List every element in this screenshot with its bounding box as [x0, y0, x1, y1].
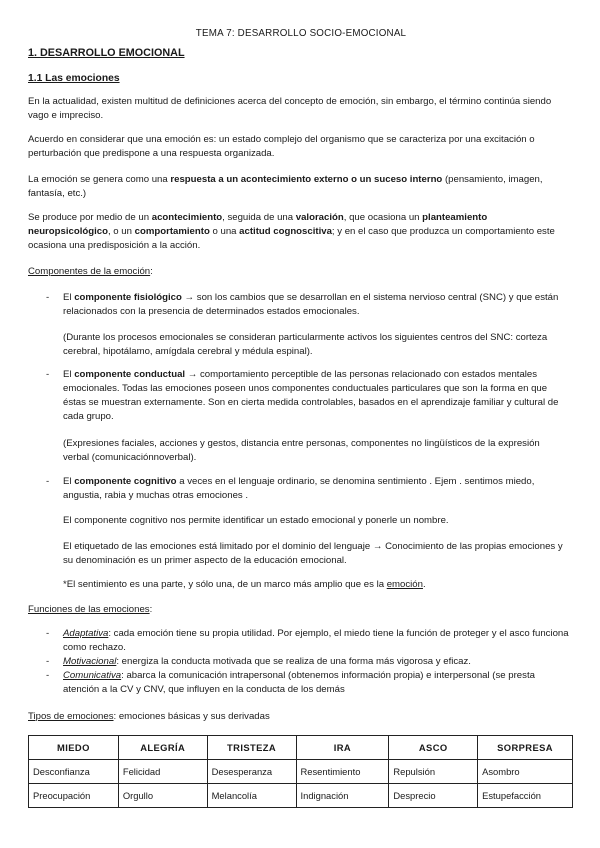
table-cell: Desprecio — [389, 784, 478, 808]
table-row — [29, 784, 573, 808]
paragraph-emotion-definition: Acuerdo en considerar que una emoción es: un estado complejo del organismo que se caracteriza por una excitación o perturbación que predispone a una respuesta organizada. — [28, 134, 535, 159]
list-item: - Adaptativa: cada emoción tiene su propia utilidad. Por ejemplo, el miedo tiene la función de proteger y el asco funciona como rechazo. — [46, 628, 569, 653]
list-item: - Comunicativa: abarca la comunicación intrapersonal (obtenemos información propia) e interpersonal (se presta atención a la CV y CNV, que influyen en la conducta de los demás — [46, 669, 535, 695]
paragraph-definitions: En la actualidad, existen multitud de definiciones acerca del concepto de emoción, sin embargo, el término continúa siendo vago e impreciso. — [28, 96, 552, 121]
table-cell: Asombro — [478, 760, 573, 784]
component-cognitive: - El componente cognitivo a veces en el lenguaje ordinario, se denomina sentimiento . Ejem . sentimos miedo, angustia, rabia y muchas otras emociones . — [46, 476, 535, 501]
table-cell: Orgullo — [118, 784, 207, 808]
table-cell: Felicidad — [118, 760, 207, 784]
list-item: - Motivacional: energiza la conducta motivada que se realiza de una forma más vigorosa y eficaz. — [46, 655, 471, 667]
subsection-heading: 1.1 Las emociones — [28, 73, 120, 84]
table-cell: Melancolía — [207, 784, 296, 808]
table-cell: Preocupación — [29, 784, 119, 808]
table-row — [29, 760, 573, 784]
paragraph-emotion-origin: La emoción se genera como una respuesta a un acontecimiento externo o un suceso interno (pensamiento, imagen, fantasía, etc.) — [28, 174, 543, 199]
component-cognitive-note-1: El componente cognitivo nos permite identificar un estado emocional y ponerle un nombre. — [63, 515, 449, 526]
list-bullet: - — [46, 369, 50, 380]
component-cognitive-note-3: *El sentimiento es una parte, y sólo una, de un marco más amplio que es la emoción. — [63, 579, 426, 590]
table-cell: Desesperanza — [207, 760, 296, 784]
emotions-table — [28, 735, 573, 808]
functions-list — [28, 627, 574, 697]
table-cell: Desconfianza — [29, 760, 119, 784]
table-header-cell: SORPRESA — [478, 736, 573, 760]
table-header-cell: IRA — [296, 736, 389, 760]
table-header-row — [29, 736, 573, 760]
component-behavioral: - El componente conductual → comportamiento perceptible de las personas relacionado con estados mentales emocionales. Todas las emociones poseen unos componentes conductuales particulares que son la forma en que éstas se muestran externamente. Son en cierta medida controlables, basados en el aprendizaje familiar y cultural de cada grupo. — [46, 369, 559, 422]
table-cell: Indignación — [296, 784, 389, 808]
functions-heading: Funciones de las emociones: — [28, 604, 153, 615]
table-cell: Estupefacción — [478, 784, 573, 808]
component-cognitive-note-2: El etiquetado de las emociones está limitado por el dominio del lenguaje → Conocimiento de las propias emociones y su denominación es un primer aspecto de la educación emocional. — [63, 541, 563, 566]
table-cell: Resentimiento — [296, 760, 389, 784]
section-heading: 1. DESARROLLO EMOCIONAL — [28, 47, 185, 59]
table-header-cell: ASCO — [389, 736, 478, 760]
component-behavioral-note: (Expresiones faciales, acciones y gestos, distancia entre personas, componentes no lingüísticos de la expresión verbal (comunicaciónnoverbal). — [63, 438, 540, 463]
paragraph-emotion-process: Se produce por medio de un acontecimiento, seguida de una valoración, que ocasiona un planteamiento neuropsicológico, o un comportamiento o una actitud cognoscitiva; y en el caso que produzca un comportamiento este ocasiona una predisposición a la acción. — [28, 212, 555, 251]
component-physiological-note: (Durante los procesos emocionales se consideran particularmente activos los siguientes centros del SNC: corteza cerebral, hipotálamo, amígdala cerebral y médula espinal). — [63, 332, 548, 357]
table-cell: Repulsión — [389, 760, 478, 784]
table-header-cell: TRISTEZA — [207, 736, 296, 760]
components-heading: Componentes de la emoción: — [28, 266, 153, 277]
list-bullet: - — [46, 292, 50, 303]
table-header-cell: ALEGRÍA — [118, 736, 207, 760]
types-heading: Tipos de emociones: emociones básicas y sus derivadas — [28, 711, 270, 722]
list-bullet: - — [46, 476, 50, 487]
document-title: TEMA 7: DESARROLLO SOCIO-EMOCIONAL — [195, 28, 407, 39]
component-physiological: - El componente fisiológico → son los cambios que se desarrollan en el sistema nervioso central (SNC) y que están relacionados con la presencia de determinados estados emocionales. — [46, 292, 559, 317]
table-header-cell: MIEDO — [29, 736, 119, 760]
